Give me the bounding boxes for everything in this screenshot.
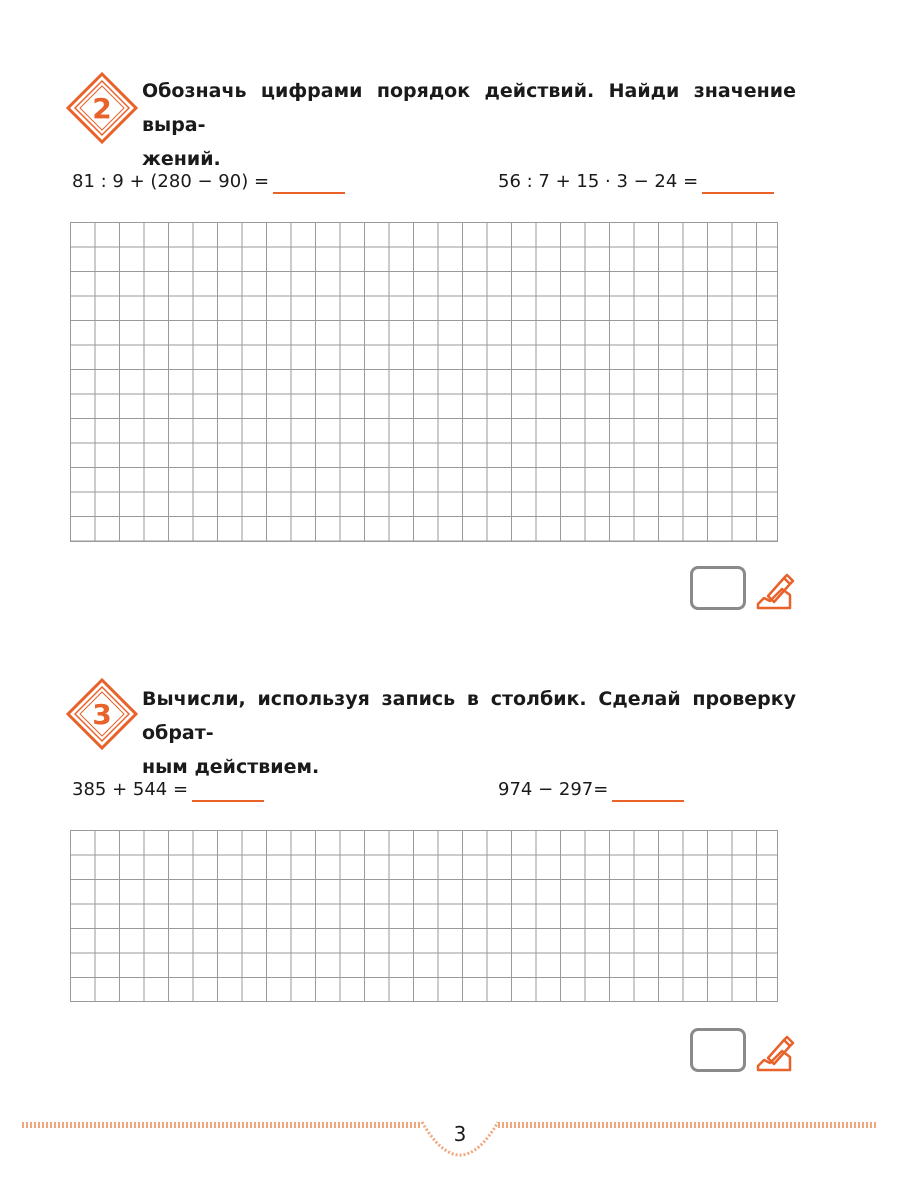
expression-text: 974 − 297=	[498, 779, 609, 800]
answer-blank[interactable]	[273, 172, 345, 194]
task-3-number: 3	[92, 698, 112, 731]
task-3-grid[interactable]	[70, 830, 778, 1002]
task-3-score-box[interactable]	[690, 1028, 746, 1072]
expression-text: 81 : 9 + (280 − 90) =	[72, 171, 270, 192]
footer-divider-left	[22, 1122, 422, 1128]
task-2-expression-2	[498, 170, 774, 194]
task-2-badge	[66, 72, 138, 144]
task-3-instruction	[142, 682, 796, 784]
task-2-expression-1	[72, 170, 345, 194]
footer-divider-right	[498, 1122, 878, 1128]
answer-blank[interactable]	[612, 780, 684, 802]
task-2-instruction-line2: жений.	[142, 148, 221, 170]
task-3-instruction-line2: ным действием.	[142, 756, 320, 778]
task-2-instruction	[142, 74, 796, 176]
expression-text: 56 : 7 + 15 · 3 − 24 =	[498, 171, 699, 192]
task-2-grid[interactable]	[70, 222, 778, 542]
task-3-badge	[66, 678, 138, 750]
task-2-score-box[interactable]	[690, 566, 746, 610]
task-3-instruction-line1: Вычисли, используя запись в столбик. Сделай проверку обрат-	[142, 688, 796, 744]
answer-blank[interactable]	[192, 780, 264, 802]
task-3-expression-1	[72, 778, 264, 802]
task-2-number: 2	[92, 92, 112, 125]
task-3-expression-2	[498, 778, 684, 802]
answer-blank[interactable]	[702, 172, 774, 194]
pencil-hand-icon	[754, 1034, 796, 1074]
pencil-hand-icon	[754, 572, 796, 612]
expression-text: 385 + 544 =	[72, 779, 189, 800]
page-number: 3	[453, 1122, 467, 1146]
task-2-instruction-line1: Обозначь цифрами порядок действий. Найди значение выра-	[142, 80, 796, 136]
